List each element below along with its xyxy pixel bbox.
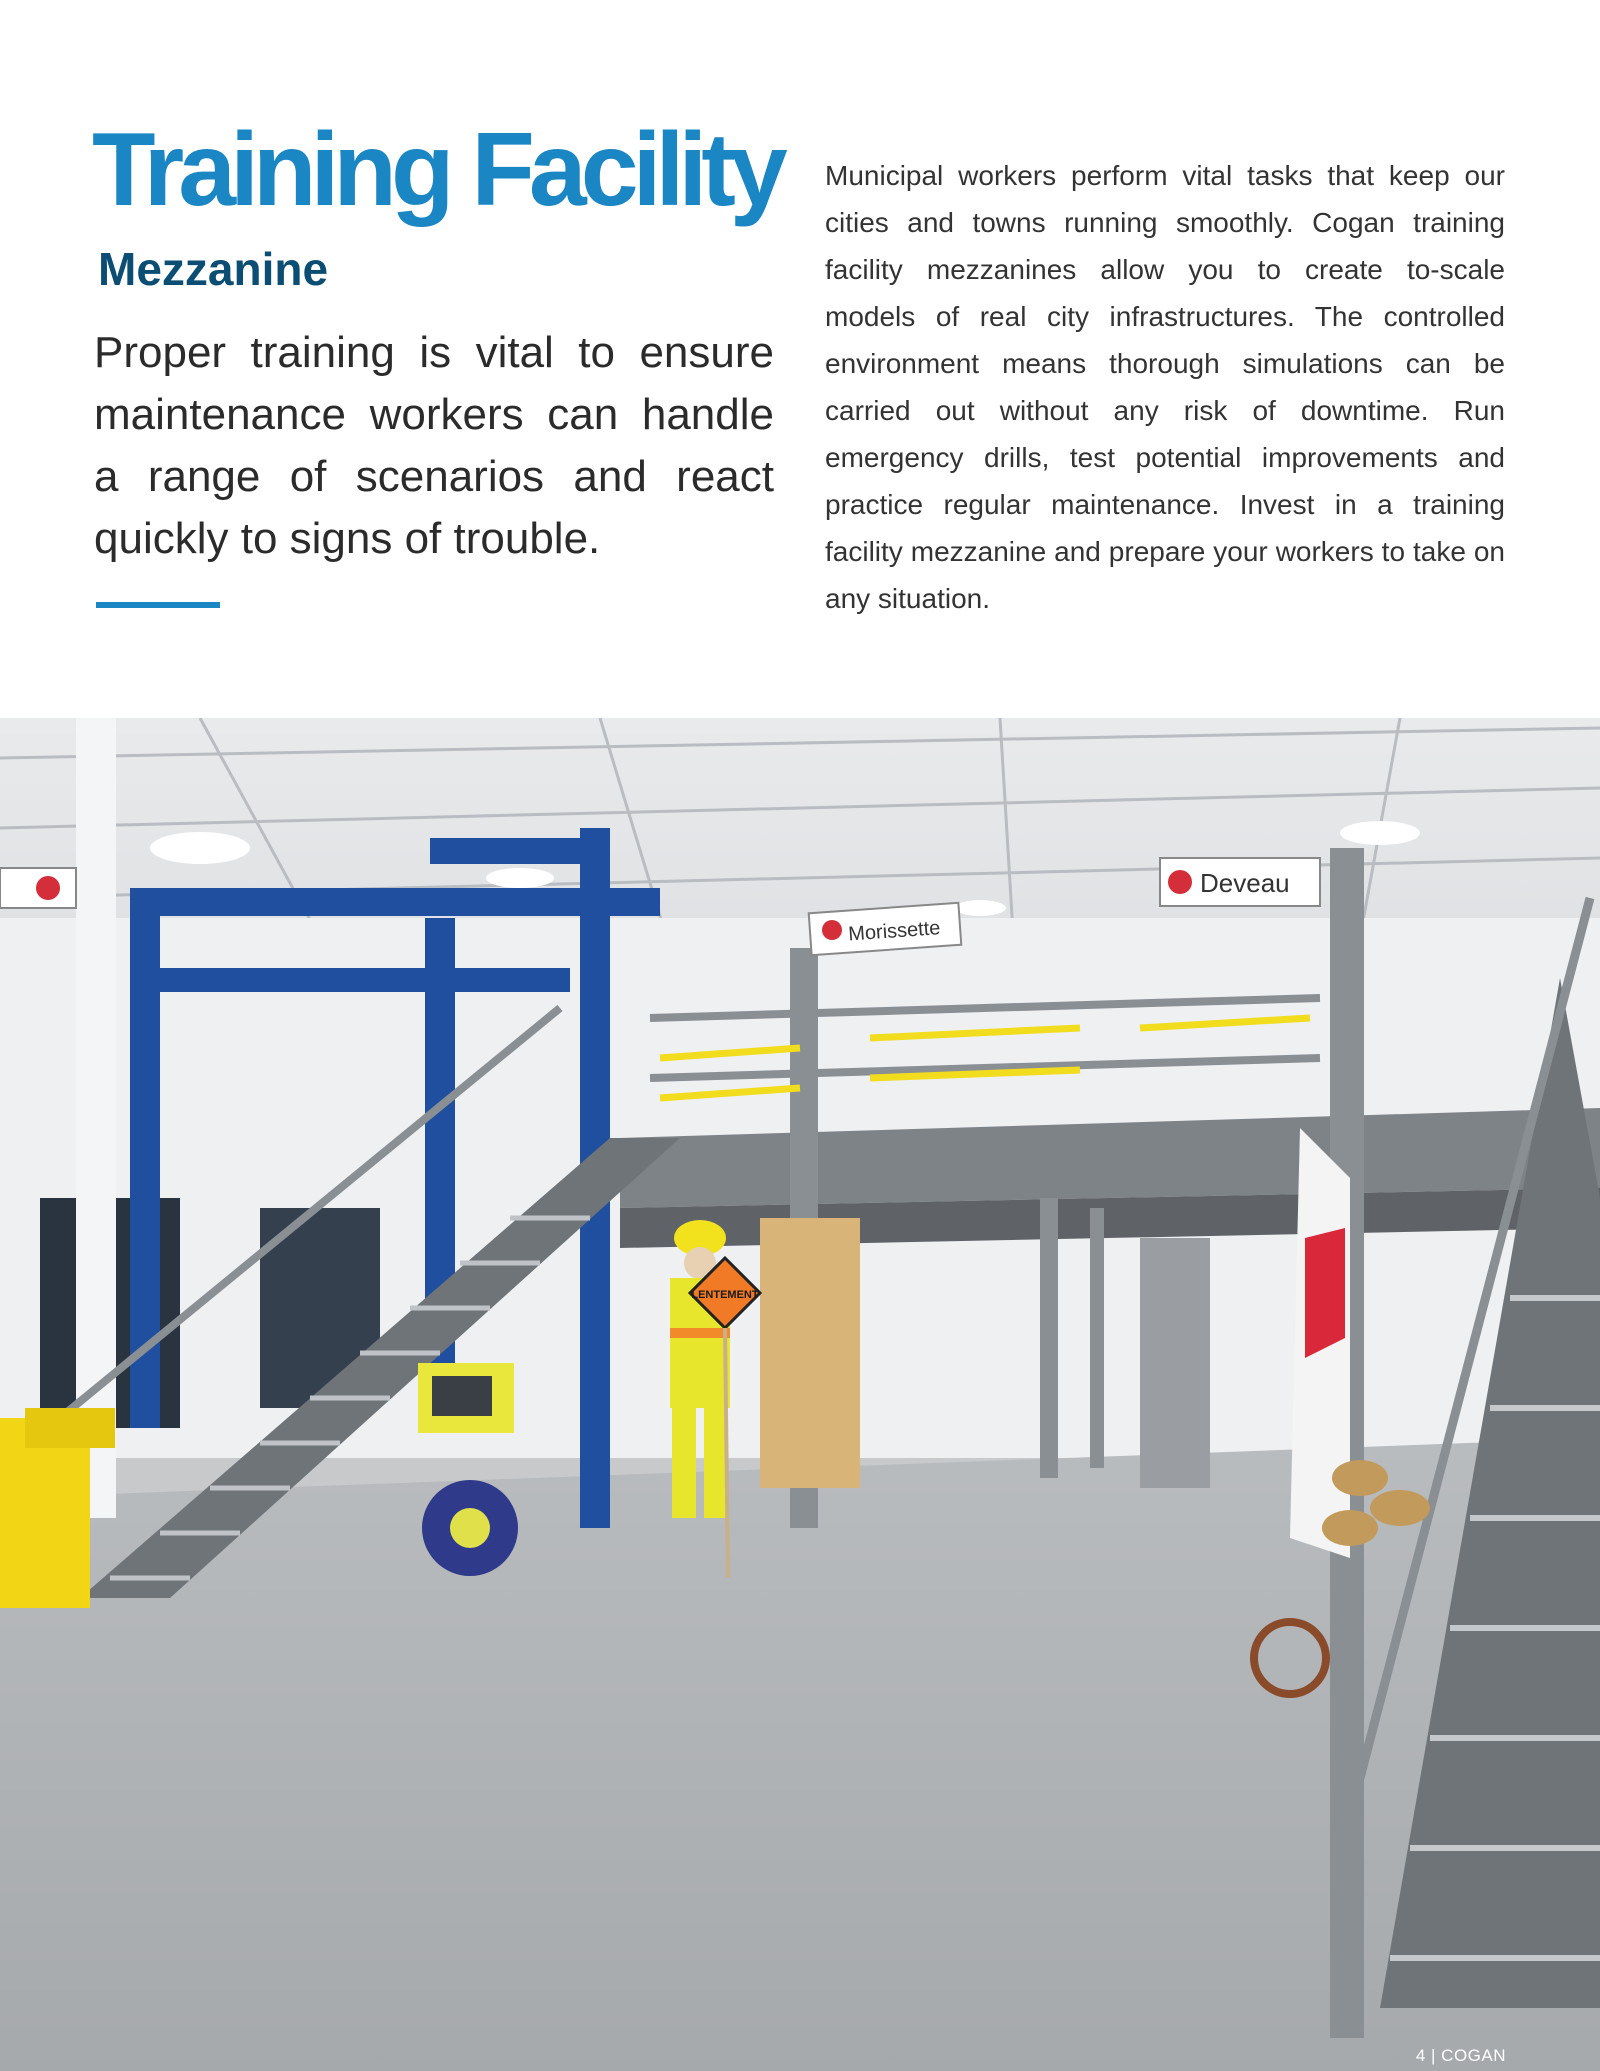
lentement-sign-text: LENTEMENT [691,1289,759,1301]
sign-deveau [1160,858,1320,906]
page-footer: 4 | COGAN [1415,2046,1506,2065]
sign-morissette-text: Morissette [847,917,942,946]
page-subtitle: Mezzanine [98,243,329,295]
plywood-wall [760,1218,860,1488]
accent-rule [96,602,220,608]
body-paragraph: Municipal workers perform vital tasks that keep our cities and towns running smoothly. Cogan training facility mezzanines allow you to create to-scale models of real city infrastructures. The controlled environment means thorough simulations can be carried out without any risk of downtime. Run emergency drills, test potential improvements and practice regular maintenance. Invest in a training facility mezzanine and prepare your workers to take on any situation. [825,160,1505,614]
sign-deveau-text: Deveau [1200,868,1290,898]
lead-paragraph: Proper training is vital to ensure maintenance workers can handle a range of scenarios and react quickly to signs of trouble. [94,328,774,563]
roll-up-door [1140,1238,1210,1488]
page-title: Training Facility [92,112,782,228]
facility-photo [0,718,1600,2071]
sign-partial-left [0,868,76,908]
